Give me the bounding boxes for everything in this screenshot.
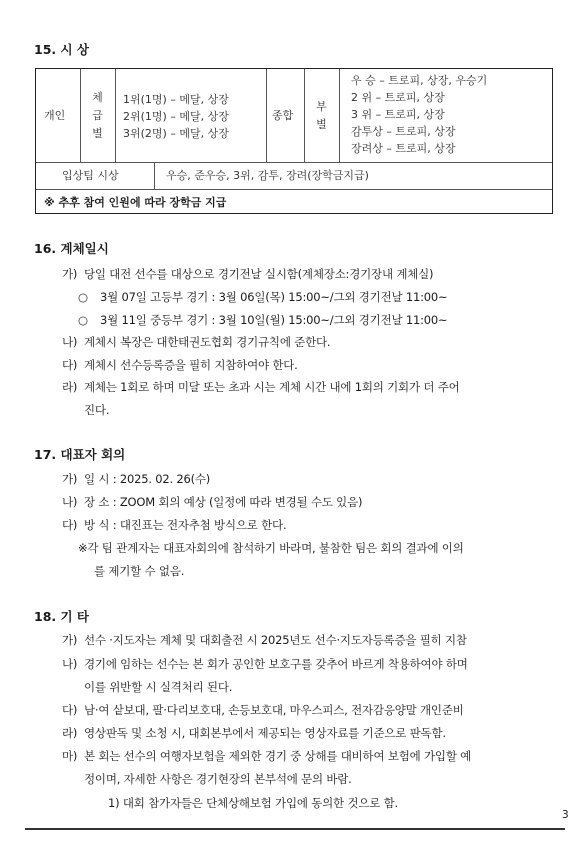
division-award-item: 감투상 – 트로피, 상장 [351, 125, 456, 138]
division-award-item: 장려상 – 트로피, 상장 [351, 142, 456, 155]
item-marker: 가) [62, 472, 78, 486]
list-item [62, 266, 433, 282]
item-text: 선수 ·지도자는 계체 및 대회출전 시 2025년도 선수·지도자등록증을 필히 지참 [84, 633, 467, 647]
list-item [78, 289, 447, 305]
division-char: 부 [316, 100, 327, 113]
weight-class-char: 체 [92, 91, 103, 104]
item-marker: 다) [62, 358, 78, 372]
division-award-item: 3 위 – 트로피, 상장 [351, 108, 445, 121]
list-item [62, 357, 298, 373]
list-item-continued: 정이며, 자세한 사항은 경기현장의 본부석에 문의 바람. [84, 772, 352, 786]
list-item-continued: 진다. [84, 403, 110, 417]
list-item [62, 494, 362, 510]
weight-award-item: 1위(1명) – 메달, 상장 [123, 93, 229, 106]
item-text: 계체시 복장은 대한태권도협회 경기규칙에 준한다. [84, 335, 331, 349]
item-text: 방 식 : 대진표는 전자추첨 방식으로 한다. [84, 518, 287, 532]
item-text: 계체는 1회로 하며 미달 또는 초과 시는 계체 시간 내에 1회의 기회가 더 주어 [84, 380, 460, 394]
list-item [62, 748, 471, 764]
item-marker: 나) [62, 335, 78, 349]
list-item [62, 702, 464, 718]
team-award-list: 우승, 준우승, 3위, 감투, 장려(장학금지급) [166, 169, 369, 182]
item-marker: 가) [62, 633, 78, 647]
page-number: 3 [562, 809, 569, 821]
section-16-title: 16. 계체일시 [34, 241, 109, 256]
list-item [62, 379, 460, 395]
item-marker: 나) [62, 657, 78, 671]
division-award-item: 우 승 – 트로피, 상장, 우승기 [351, 74, 488, 87]
division-char: 별 [316, 118, 327, 131]
item-marker: 마) [62, 749, 78, 763]
section-18-title: 18. 기 타 [34, 609, 89, 624]
note-line: ※각 팀 관계자는 대표자회의에 참석하기 바라며, 불참한 팀은 회의 결과에 이의 [78, 541, 464, 555]
circle-bullet-icon: ○ [78, 290, 88, 304]
item-text: 경기에 임하는 선수는 본 회가 공인한 보호구를 갖추어 바르게 착용하여야 하며 [84, 657, 468, 671]
sub-list-item: 1) 대회 참가자들은 단체상해보험 가입에 동의한 것으로 함. [108, 796, 398, 810]
list-item [62, 471, 210, 487]
division-label [304, 98, 339, 134]
weight-class-label [80, 89, 115, 143]
weight-award-item: 3위(2명) – 메달, 상장 [123, 127, 229, 140]
item-marker: 라) [62, 726, 78, 740]
footer-divider [25, 828, 565, 830]
item-text: 일 시 : 2025. 02. 26(수) [84, 472, 211, 486]
item-text: 본 회는 선수의 여행자보험을 제외한 경기 중 상해를 대비하여 보험에 가입할 예 [84, 749, 472, 763]
scholarship-note: ※ 추후 참여 인원에 따라 장학금 지급 [44, 196, 227, 209]
list-item [62, 656, 468, 672]
division-award-item: 2 위 – 트로피, 상장 [351, 91, 445, 104]
item-marker: 다) [62, 703, 78, 717]
list-item [62, 334, 330, 350]
list-item [78, 312, 447, 328]
list-item-continued: 이를 위반할 시 실격처리 된다. [84, 680, 233, 694]
weight-award-item: 2위(1명) – 메달, 상장 [123, 110, 229, 123]
item-marker: 라) [62, 380, 78, 394]
weight-class-char: 별 [92, 127, 103, 140]
section-17-title: 17. 대표자 회의 [34, 447, 126, 462]
individual-label: 개인 [44, 109, 66, 122]
overall-label: 종합 [272, 109, 294, 122]
list-item [62, 517, 286, 533]
list-item [62, 632, 467, 648]
award-table [35, 68, 553, 214]
item-text: 3월 11일 중등부 경기 : 3월 10일(월) 15:00~/그외 경기전날 11:00~ [100, 313, 448, 327]
item-text: 3월 07일 고등부 경기 : 3월 06일(목) 15:00~/그외 경기전날 11:00~ [100, 290, 448, 304]
weight-class-char: 급 [92, 109, 103, 122]
section-15-title: 15. 시 상 [34, 42, 89, 57]
team-award-label: 입상팀 시상 [62, 169, 119, 182]
weight-awards [123, 91, 229, 142]
item-marker: 가) [62, 267, 78, 281]
item-text: 영상판독 및 소청 시, 대회본부에서 제공되는 영상자료를 기준으로 판독함. [84, 726, 446, 740]
circle-bullet-icon: ○ [78, 313, 88, 327]
division-awards [351, 72, 487, 157]
item-marker: 다) [62, 518, 78, 532]
item-marker: 나) [62, 495, 78, 509]
item-text: 계체시 선수등록증을 필히 지참하여야 한다. [84, 358, 298, 372]
item-text: 장 소 : ZOOM 회의 예상 (일정에 따라 변경될 수도 있음) [84, 495, 363, 509]
list-item [62, 725, 446, 741]
item-text: 당일 대전 선수를 대상으로 경기전날 실시함(계체장소:경기장내 계체실) [84, 267, 434, 281]
note-line-continued: 를 제기할 수 없음. [94, 564, 185, 578]
item-text: 남·여 샅보대, 팔·다리보호대, 손등보호대, 마우스피스, 전자감응양말 개인준비 [84, 703, 464, 717]
